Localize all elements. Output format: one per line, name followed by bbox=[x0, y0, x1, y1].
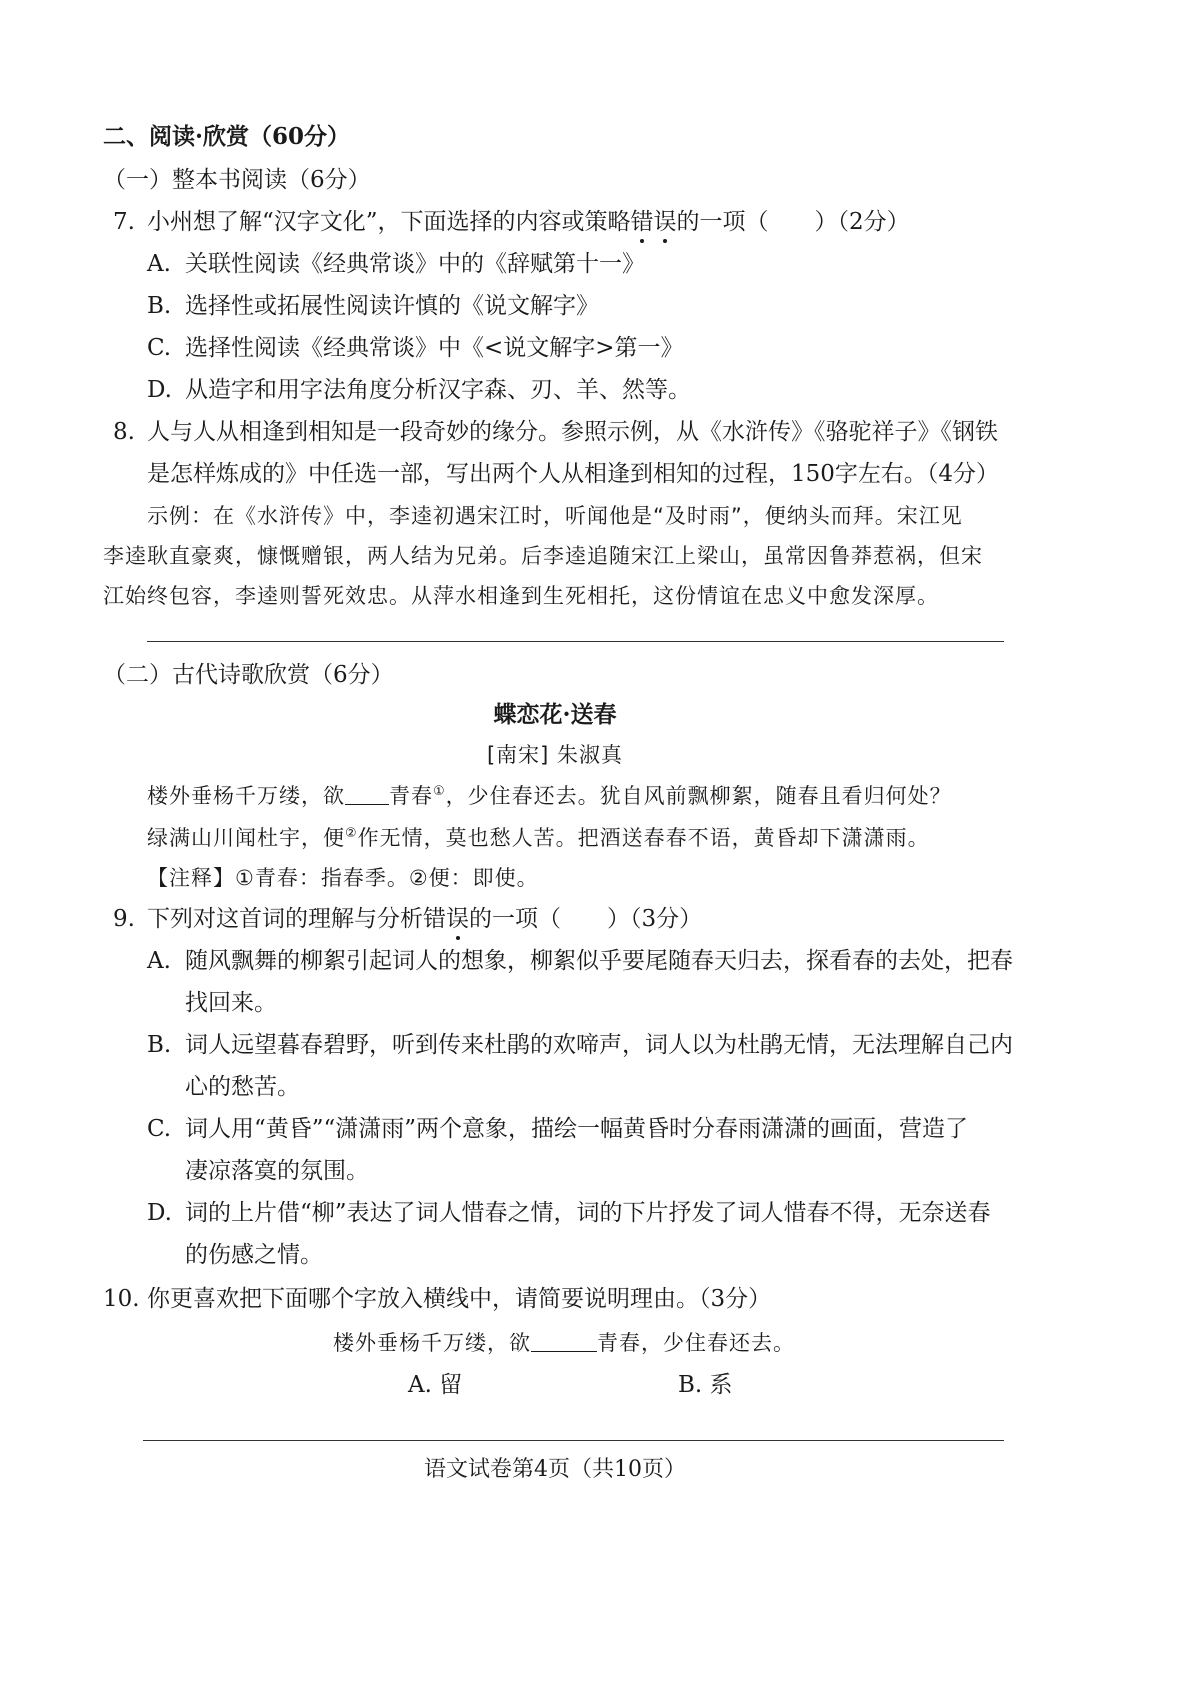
option-text: 从造字和用字法角度分析汉字森、刃、羊、然等。 bbox=[185, 377, 691, 403]
option-b bbox=[147, 291, 599, 321]
option-text: 选择性阅读《经典常谈》中《<说文解字>第一》 bbox=[185, 335, 684, 361]
question-7 bbox=[113, 207, 910, 237]
page-footer: 语文试卷第4页（共10页） bbox=[424, 1457, 686, 1482]
question-number: 7. bbox=[113, 209, 135, 235]
option-label: B. bbox=[147, 1032, 172, 1058]
poem-text: 青春 bbox=[389, 784, 433, 808]
option-c bbox=[147, 333, 684, 363]
question-9 bbox=[113, 904, 702, 934]
option-a bbox=[147, 946, 1013, 976]
poem-text: ，少住春还去。犹自风前飘柳絮，随春且看归何处？ bbox=[445, 784, 952, 808]
option-a bbox=[147, 249, 645, 279]
option-label: C. bbox=[147, 1116, 172, 1142]
section-title: 二、阅读·欣赏（60分） bbox=[103, 123, 351, 150]
question-10 bbox=[103, 1284, 771, 1314]
poem-text: 楼外垂杨千万缕，欲 bbox=[147, 784, 345, 808]
choice-b: B. 系 bbox=[678, 1372, 733, 1398]
question-number: 9. bbox=[113, 906, 135, 932]
option-b bbox=[147, 1030, 1013, 1060]
question-stem: 的一项（ ）（2分） bbox=[676, 209, 910, 235]
poem-text: 青春，少住春还去。 bbox=[597, 1331, 795, 1355]
question-8 bbox=[113, 417, 998, 447]
footer-divider bbox=[143, 1440, 1004, 1441]
footnote-marker: ② bbox=[345, 826, 358, 841]
option-d bbox=[147, 1198, 991, 1228]
option-text: 随风飘舞的柳絮引起词人的想象，柳絮似乎要尾随春天归去，探看春的去处，把春 bbox=[185, 948, 1013, 974]
option-label: B. bbox=[147, 293, 172, 319]
question-number: 8. bbox=[113, 419, 135, 445]
example-text: 李逵耿直豪爽，慷慨赠银，两人结为兄弟。后李逵追随宋江上梁山，虽常因鲁莽惹祸，但宋 bbox=[103, 544, 983, 568]
question-stem: 下列对这首词的理解与分析错 bbox=[147, 906, 446, 932]
question-stem: 你更喜欢把下面哪个字放入横线中，请简要说明理由。（3分） bbox=[147, 1286, 772, 1312]
question-8-line2: 是怎样炼成的》中任选一部，写出两个人从相逢到相知的过程，150字左右。（4分） bbox=[147, 461, 1000, 487]
part1-heading: （一）整本书阅读（6分） bbox=[103, 167, 371, 193]
emphasis-char: 误 bbox=[653, 209, 677, 235]
poem-text: 绿满山川闻杜宇，便 bbox=[147, 826, 345, 850]
option-label: A. bbox=[147, 251, 171, 277]
footnote-marker: ① bbox=[433, 784, 446, 799]
fill-blank bbox=[345, 782, 389, 805]
emphasis-char: 误 bbox=[446, 906, 469, 932]
poem-quote bbox=[333, 1328, 795, 1358]
question-stem: 的一项（ ）（3分） bbox=[469, 906, 703, 932]
question-stem: 小州想了解“汉字文化”，下面选择的内容或策略 bbox=[147, 209, 631, 235]
option-d bbox=[147, 375, 691, 405]
option-c bbox=[147, 1114, 968, 1144]
poem-line bbox=[147, 823, 930, 853]
emphasis-char: 错 bbox=[630, 209, 654, 235]
choice-a: A. 留 bbox=[408, 1372, 463, 1398]
poem-line bbox=[147, 781, 952, 811]
example-text: 江始终包容，李逵则誓死效忠。从萍水相逢到生死相托，这份情谊在忠义中愈发深厚。 bbox=[103, 584, 939, 608]
fill-blank bbox=[531, 1329, 597, 1352]
option-label: D. bbox=[147, 377, 172, 403]
poem-title: 蝶恋花·送春 bbox=[493, 701, 617, 728]
option-label: A. bbox=[147, 948, 171, 974]
question-stem: 人与人从相逢到相知是一段奇妙的缘分。参照示例，从《水浒传》《骆驼祥子》《钢铁 bbox=[147, 419, 998, 445]
option-text: 词人用“黄昏”“潇潇雨”两个意象，描绘一幅黄昏时分春雨潇潇的画面，营造了 bbox=[185, 1116, 969, 1142]
option-text: 关联性阅读《经典常谈》中的《辞赋第十一》 bbox=[185, 251, 645, 277]
option-text: 词人远望暮春碧野，听到传来杜鹃的欢啼声，词人以为杜鹃无情，无法理解自己内 bbox=[185, 1032, 1013, 1058]
question-number: 10. bbox=[103, 1286, 140, 1312]
option-text-cont: 心的愁苦。 bbox=[185, 1074, 300, 1100]
part2-heading: （二）古代诗歌欣赏（6分） bbox=[103, 662, 394, 688]
poem-author: [南宋] 朱淑真 bbox=[486, 743, 624, 767]
option-label: D. bbox=[147, 1200, 172, 1226]
poem-text: 楼外垂杨千万缕，欲 bbox=[333, 1331, 531, 1355]
poem-text: 作无情，莫也愁人苦。把酒送春春不语，黄昏却下潇潇雨。 bbox=[357, 826, 930, 850]
answer-line bbox=[147, 641, 1004, 642]
option-text: 词的上片借“柳”表达了词人惜春之情，词的下片抒发了词人惜春不得，无奈送春 bbox=[185, 1200, 991, 1226]
example-text: 示例：在《水浒传》中，李逵初遇宋江时，听闻他是“及时雨”，便纳头而拜。宋江见 bbox=[147, 504, 963, 528]
option-text: 选择性或拓展性阅读许慎的《说文解字》 bbox=[185, 293, 599, 319]
poem-notes: 【注释】①青春：指春季。②便：即使。 bbox=[147, 866, 539, 890]
option-text-cont: 的伤感之情。 bbox=[185, 1242, 323, 1268]
option-text-cont: 凄凉落寞的氛围。 bbox=[185, 1158, 369, 1184]
option-label: C. bbox=[147, 335, 172, 361]
option-text-cont: 找回来。 bbox=[185, 990, 277, 1016]
